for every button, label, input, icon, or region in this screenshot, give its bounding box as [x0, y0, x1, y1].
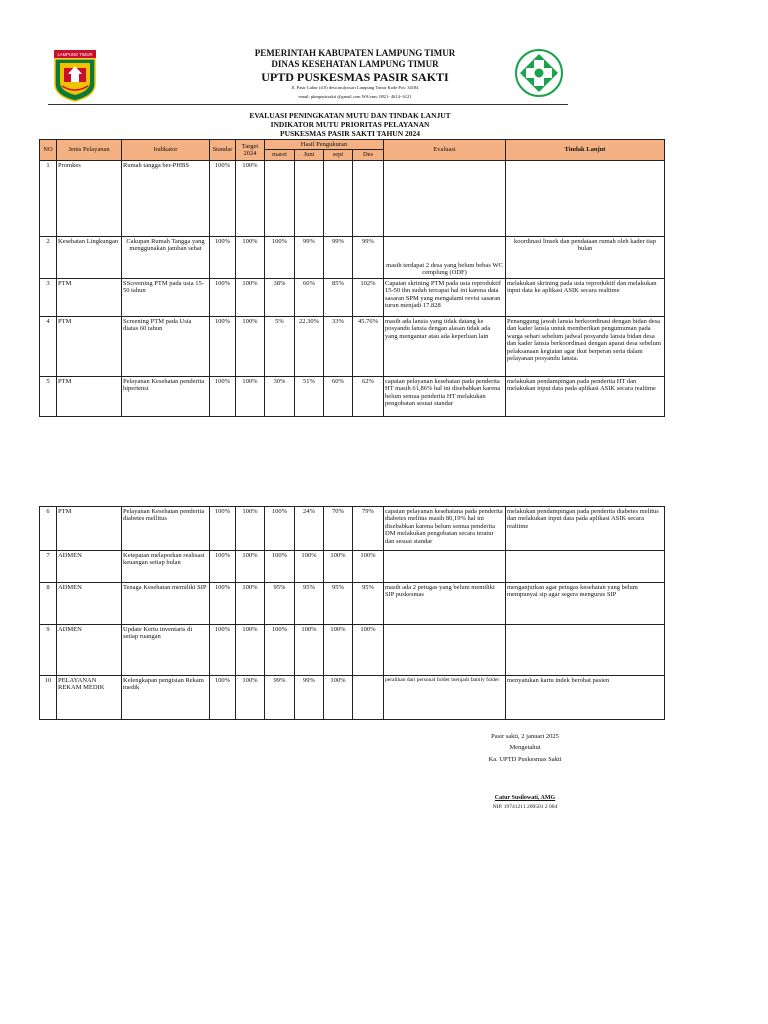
- col-standar: Standar: [210, 140, 236, 161]
- cell-maret: 30%: [265, 376, 295, 416]
- cell-sept: [324, 160, 353, 236]
- cell-indikator: Cakupan Rumah Tangga yang menggunakan jamban sehat: [122, 236, 210, 278]
- cell-tindak: menganjurkan agar petugas kesehatan yang belum mempunyai sip agar segera mengurus SIP: [506, 583, 665, 625]
- cell-target: 100%: [236, 583, 265, 625]
- cell-evaluasi: masih ada lansia yang tidak datang ke posyandu lansia dengan alasan tidak ada yang mengantar atau ada keperluan lain: [384, 316, 506, 376]
- cell-no: 3: [40, 278, 57, 316]
- col-target: Target 2024: [236, 140, 265, 161]
- cell-indikator: Screening PTM pada Usia diatas 60 tahun: [122, 316, 210, 376]
- cell-standar: 100%: [210, 236, 236, 278]
- cell-maret: 99%: [265, 676, 295, 720]
- cell-tindak: koordinasi linsek dan pendataan rumah oleh kader tiap bulan: [506, 236, 665, 278]
- cell-target: 100%: [236, 551, 265, 583]
- header-department: DINAS KESEHATAN LAMPUNG TIMUR: [271, 59, 439, 69]
- cell-des: [353, 676, 384, 720]
- cell-sept: 70%: [324, 507, 353, 551]
- cell-sept: 95%: [324, 583, 353, 625]
- cell-indikator: Kelengkapan pengisian Rekam medik: [122, 676, 210, 720]
- cell-tindak: Penanggung jawab lansia berkoordinasi dengan bidan desa dan kader lansia untuk memberikan pengumuman pada warga sehari sebelum jadwal posyandu lansia bidan desa dan kader lansia berkoordinasi dengan aparat desa sebelum pelaksanaan kegiatan agar ikut berperan serta dalam pelayanan posyandu lansia.: [506, 316, 665, 376]
- cell-maret: 100%: [265, 625, 295, 676]
- col-juni: Juni: [295, 150, 324, 160]
- col-indikator: Indikator: [122, 140, 210, 161]
- cell-tindak: menyatukan kartu indek berobat pasien: [506, 676, 665, 720]
- cell-tindak: melakukan pendampingan pada penderita diabetes melitus dan melakukan input data pada aplikasi ASIK secara realtime: [506, 507, 665, 551]
- col-tindak: Tindak Lanjut: [506, 140, 665, 161]
- cell-des: [353, 160, 384, 236]
- cell-no: 5: [40, 376, 57, 416]
- header-contact: email: pkmpasirsakti @gmail.com WA/sms: 0821- 4614- 6121: [298, 94, 412, 99]
- cell-no: 7: [40, 551, 57, 583]
- cell-jenis: ADMEN: [57, 625, 122, 676]
- logo-left-caption: LAMPUNG TIMUR: [57, 52, 93, 57]
- cell-jenis: PTM: [57, 316, 122, 376]
- cell-juni: 51%: [295, 376, 324, 416]
- cell-evaluasi: Capaian skrining PTM pada usia reproduktif 15-50 thn sudah tercapai hal ini karena data sasaran SPM yang mengalami revisi sasaran turun menjadi 17.828: [384, 278, 506, 316]
- cell-sept: 33%: [324, 316, 353, 376]
- cell-maret: 95%: [265, 583, 295, 625]
- cell-target: 100%: [236, 160, 265, 236]
- cell-target: 100%: [236, 278, 265, 316]
- cell-juni: 95%: [295, 583, 324, 625]
- cell-indikator: Update Kertu inventaris di setiap ruangan: [122, 625, 210, 676]
- signature-name: Catur Susilowati, AMG: [494, 795, 556, 801]
- cell-target: 100%: [236, 236, 265, 278]
- signature-place-date: Pasir sakti, 2 januari 2025: [491, 733, 559, 740]
- cell-juni: 99%: [295, 236, 324, 278]
- cell-indikator: Tenaga Kesehatan memiliki SIP: [122, 583, 210, 625]
- cell-indikator: Rumah tangga ber-PHBS: [122, 160, 210, 236]
- col-maret: maret: [265, 150, 295, 160]
- cell-no: 8: [40, 583, 57, 625]
- cell-des: 100%: [353, 625, 384, 676]
- cell-no: 2: [40, 236, 57, 278]
- cell-jenis: PTM: [57, 376, 122, 416]
- cell-maret: 5%: [265, 316, 295, 376]
- evaluation-table-part2: [39, 506, 665, 720]
- cell-des: 100%: [353, 551, 384, 583]
- signature-known: Mengetahui: [509, 744, 541, 751]
- cell-juni: [295, 160, 324, 236]
- cell-des: 95%: [353, 583, 384, 625]
- cell-evaluasi: peralihan dari personal folder menjadi family folder: [384, 676, 506, 720]
- table-row: [40, 625, 665, 676]
- table-row: [40, 236, 665, 278]
- cell-evaluasi: capaian pelayanan kesehatan pada penderita HT masih 61,86% hal ini disebabkan karena belum semua penderita HT melakukan pengobatan sesuai standar: [384, 376, 506, 416]
- cell-target: 100%: [236, 376, 265, 416]
- col-sept: sept: [324, 150, 353, 160]
- cell-jenis: PELAYANAN REKAM MEDIK: [57, 676, 122, 720]
- cell-standar: 100%: [210, 376, 236, 416]
- cell-des: 79%: [353, 507, 384, 551]
- cell-maret: 100%: [265, 236, 295, 278]
- col-jenis: Jenis Pelayanan: [57, 140, 122, 161]
- cell-des: 99%: [353, 236, 384, 278]
- cell-jenis: Promkes: [57, 160, 122, 236]
- table-row: [40, 376, 665, 416]
- cell-maret: 100%: [265, 551, 295, 583]
- signature-nip: NIP. 19741211 200501 2 004: [492, 804, 558, 810]
- evaluation-table-part1: [39, 139, 665, 417]
- cell-jenis: Kesehatan Lingkungan: [57, 236, 122, 278]
- cell-tindak: [506, 625, 665, 676]
- cell-jenis: PTM: [57, 278, 122, 316]
- cell-juni: 100%: [295, 551, 324, 583]
- cell-no: 1: [40, 160, 57, 236]
- cell-standar: 100%: [210, 316, 236, 376]
- cell-tindak: melakukan pendampingan pada penderita HT dan melakukan input data pada aplikasi ASIK secara realtime: [506, 376, 665, 416]
- cell-evaluasi: [384, 551, 506, 583]
- cell-tindak: [506, 551, 665, 583]
- document-title: EVALUASI PENINGKATAN MUTU DAN TINDAK LANJUT: [249, 111, 451, 120]
- header-government: PEMERINTAH KABUPATEN LAMPUNG TIMUR: [254, 48, 456, 58]
- cell-sept: 100%: [324, 625, 353, 676]
- cell-no: 4: [40, 316, 57, 376]
- cell-des: 45.76%: [353, 316, 384, 376]
- table-row: [40, 583, 665, 625]
- cell-juni: 100%: [295, 625, 324, 676]
- table-row: [40, 507, 665, 551]
- cell-indikator: Ketepatan melaporkan realisasi keuangan setiap bulan: [122, 551, 210, 583]
- cell-jenis: PTM: [57, 507, 122, 551]
- cell-sept: 100%: [324, 551, 353, 583]
- signature-position: Ka. UPTD Puskesmas Sakti: [488, 756, 562, 763]
- cell-tindak: melakukan skrining pada usia reproduktif dan melakukan input data ke aplikasi ASIK secara realtime: [506, 278, 665, 316]
- cell-target: 100%: [236, 316, 265, 376]
- table-row: [40, 676, 665, 720]
- cell-standar: 100%: [210, 676, 236, 720]
- cell-evaluasi: capaian pelayanan kesehatana pada penderita diabetes melitus masih 80,19% hal ini disebabkan karena belum semua penderita DM melakukan pengobatan secara teratur dan sesuai standar: [384, 507, 506, 551]
- cell-standar: 100%: [210, 160, 236, 236]
- cell-sept: 99%: [324, 236, 353, 278]
- cell-target: 100%: [236, 507, 265, 551]
- table-row: [40, 551, 665, 583]
- document-subtitle-year: PUSKESMAS PASIR SAKTI TAHUN 2024: [279, 129, 421, 138]
- cell-indikator: Pelayanan Kesehatan penderita hipertensi: [122, 376, 210, 416]
- col-des: Des: [353, 150, 384, 160]
- cell-no: 10: [40, 676, 57, 720]
- cell-jenis: ADMEN: [57, 551, 122, 583]
- cell-juni: 24%: [295, 507, 324, 551]
- cell-sept: 100%: [324, 676, 353, 720]
- col-no: NO: [40, 140, 57, 161]
- cell-maret: 38%: [265, 278, 295, 316]
- cell-maret: [265, 160, 295, 236]
- cell-standar: 100%: [210, 507, 236, 551]
- cell-des: 62%: [353, 376, 384, 416]
- cell-juni: 99%: [295, 676, 324, 720]
- cell-juni: 22.30%: [295, 316, 324, 376]
- header-address: Jl. Pasir Luhur (d.0) desa mulyosari Lampung Timur Kode Pos: 34184: [291, 85, 419, 90]
- cell-indikator: SScreening PTM pada usia 15-50 tahun: [122, 278, 210, 316]
- cell-juni: 60%: [295, 278, 324, 316]
- cell-evaluasi: masih ada 2 petugas yang belum memiliki SIP puskesmas: [384, 583, 506, 625]
- cell-evaluasi: masih terdapat 2 desa yang belum bebas WC cemplung (ODF): [384, 236, 506, 278]
- cell-target: 100%: [236, 625, 265, 676]
- cell-standar: 100%: [210, 625, 236, 676]
- header-divider: [48, 104, 568, 105]
- lampung-timur-logo: [52, 50, 98, 102]
- cell-maret: 100%: [265, 507, 295, 551]
- col-hasil: Hasil Pengukuran: [265, 140, 384, 150]
- cell-standar: 100%: [210, 551, 236, 583]
- cell-evaluasi: [384, 160, 506, 236]
- header-puskesmas: UPTD PUSKESMAS PASIR SAKTI: [261, 70, 449, 84]
- document-subtitle: INDIKATOR MUTU PRIORITAS PELAYANAN: [270, 120, 430, 129]
- cell-target: 100%: [236, 676, 265, 720]
- cell-indikator: Pelayanan Kesehatan penderita diabetes mellitus: [122, 507, 210, 551]
- col-evaluasi: Evaluasi: [384, 140, 506, 161]
- cell-evaluasi: [384, 625, 506, 676]
- cell-tindak: [506, 160, 665, 236]
- cell-no: 9: [40, 625, 57, 676]
- table-row: [40, 160, 665, 236]
- cell-standar: 100%: [210, 583, 236, 625]
- cell-sept: 85%: [324, 278, 353, 316]
- cell-sept: 60%: [324, 376, 353, 416]
- cell-des: 102%: [353, 278, 384, 316]
- table-row: [40, 278, 665, 316]
- cell-jenis: ADMEN: [57, 583, 122, 625]
- cell-no: 6: [40, 507, 57, 551]
- table-row: [40, 316, 665, 376]
- cell-standar: 100%: [210, 278, 236, 316]
